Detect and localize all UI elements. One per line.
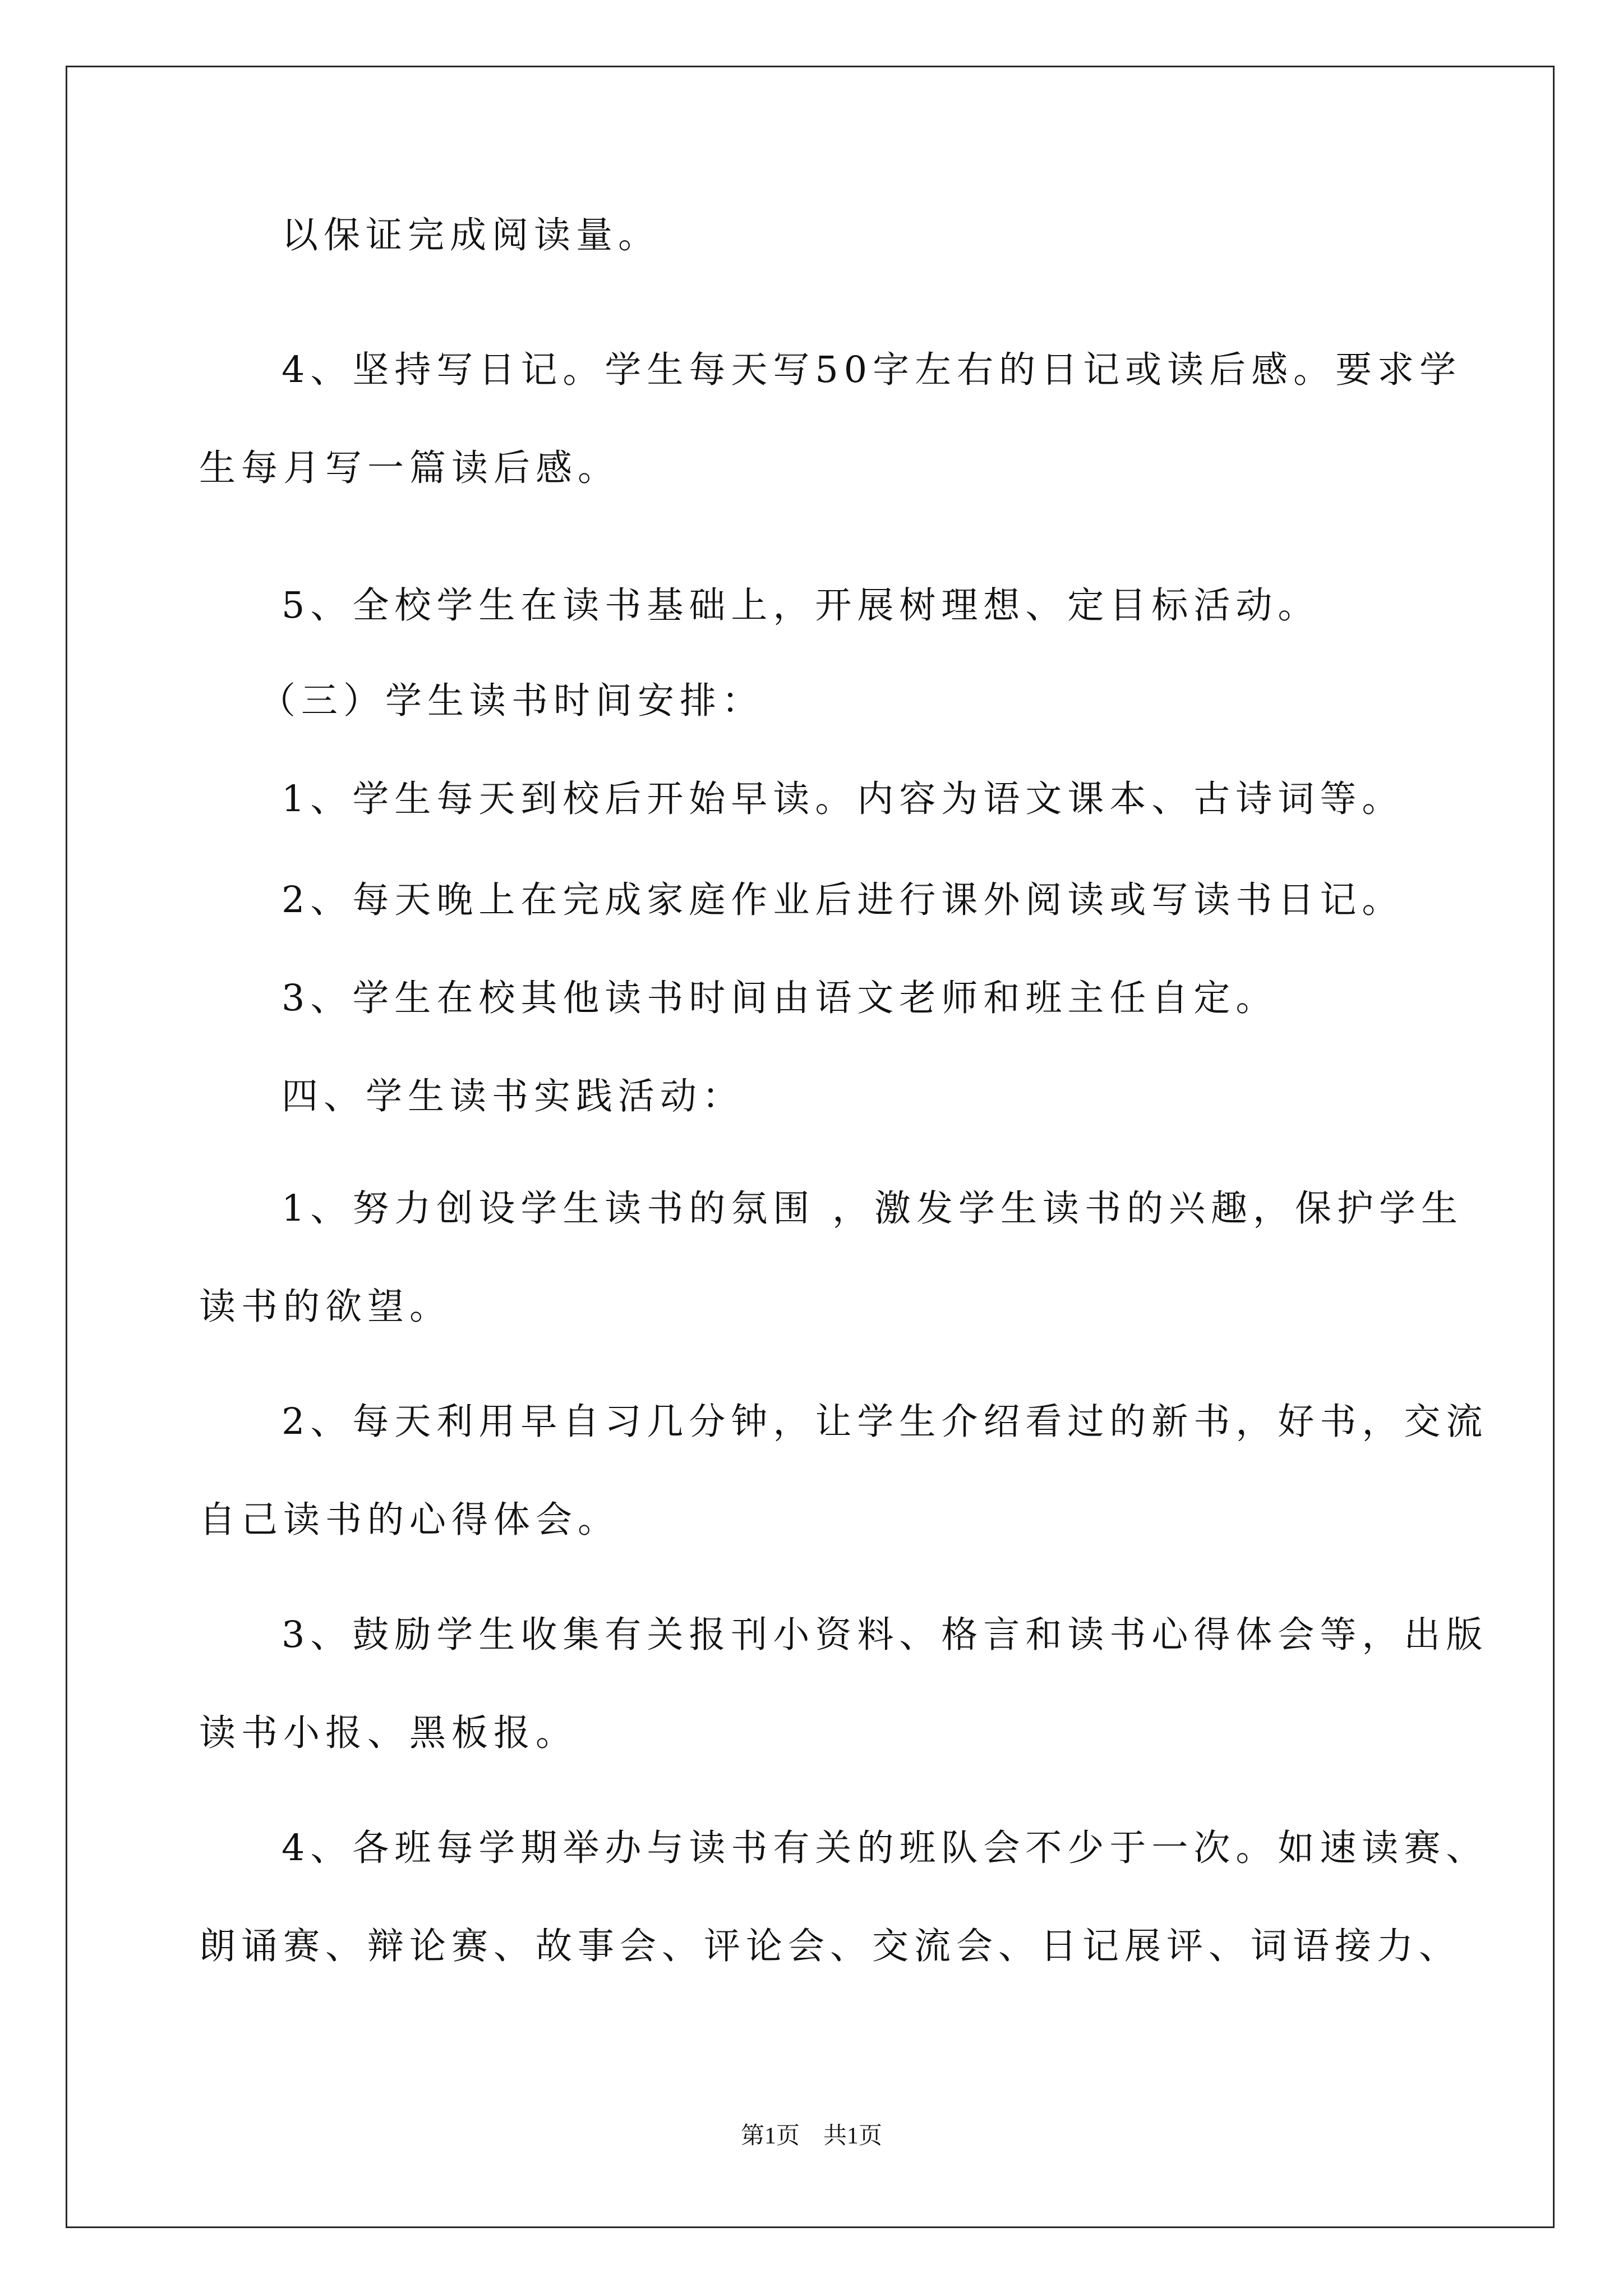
text-line-13: 自己读书的心得体会。 (199, 1499, 620, 1541)
text-line-3: 生每月写一篇读后感。 (199, 447, 620, 489)
text-line-11: 读书的欲望。 (199, 1286, 452, 1328)
text-line-1: 以保证完成阅读量。 (282, 214, 661, 256)
text-line-7: 2、每天晚上在完成家庭作业后进行课外阅读或写读书日记。 (282, 879, 1404, 921)
text-line-8: 3、学生在校其他读书时间由语文老师和班主任自定。 (282, 977, 1278, 1019)
text-line-12: 2、每天利用早自习几分钟，让学生介绍看过的新书，好书，交流 (282, 1401, 1488, 1443)
text-line-10: 1、努力创设学生读书的氛围 ，激发学生读书的兴趣，保护学生 (282, 1188, 1464, 1230)
text-line-16: 4、各班每学期举办与读书有关的班队会不少于一次。如速读赛、 (282, 1827, 1488, 1869)
text-line-14: 3、鼓励学生收集有关报刊小资料、格言和读书心得体会等，出版 (282, 1614, 1488, 1656)
text-heading-4: 四、学生读书实践活动： (282, 1075, 745, 1117)
text-line-2: 4、坚持写日记。学生每天写50字左右的日记或读后感。要求学 (282, 349, 1462, 391)
text-line-6: 1、学生每天到校后开始早读。内容为语文课本、古诗词等。 (282, 778, 1404, 820)
text-line-4: 5、全校学生在读书基础上，开展树理想、定目标活动。 (282, 585, 1320, 627)
page-footer: 第1页 共1页 (740, 2123, 882, 2149)
text-heading-3: （三）学生读书时间安排： (259, 680, 764, 722)
text-line-17: 朗诵赛、辩论赛、故事会、评论会、交流会、日记展评、词语接力、 (199, 1925, 1461, 1967)
text-line-15: 读书小报、黑板报。 (199, 1712, 578, 1754)
